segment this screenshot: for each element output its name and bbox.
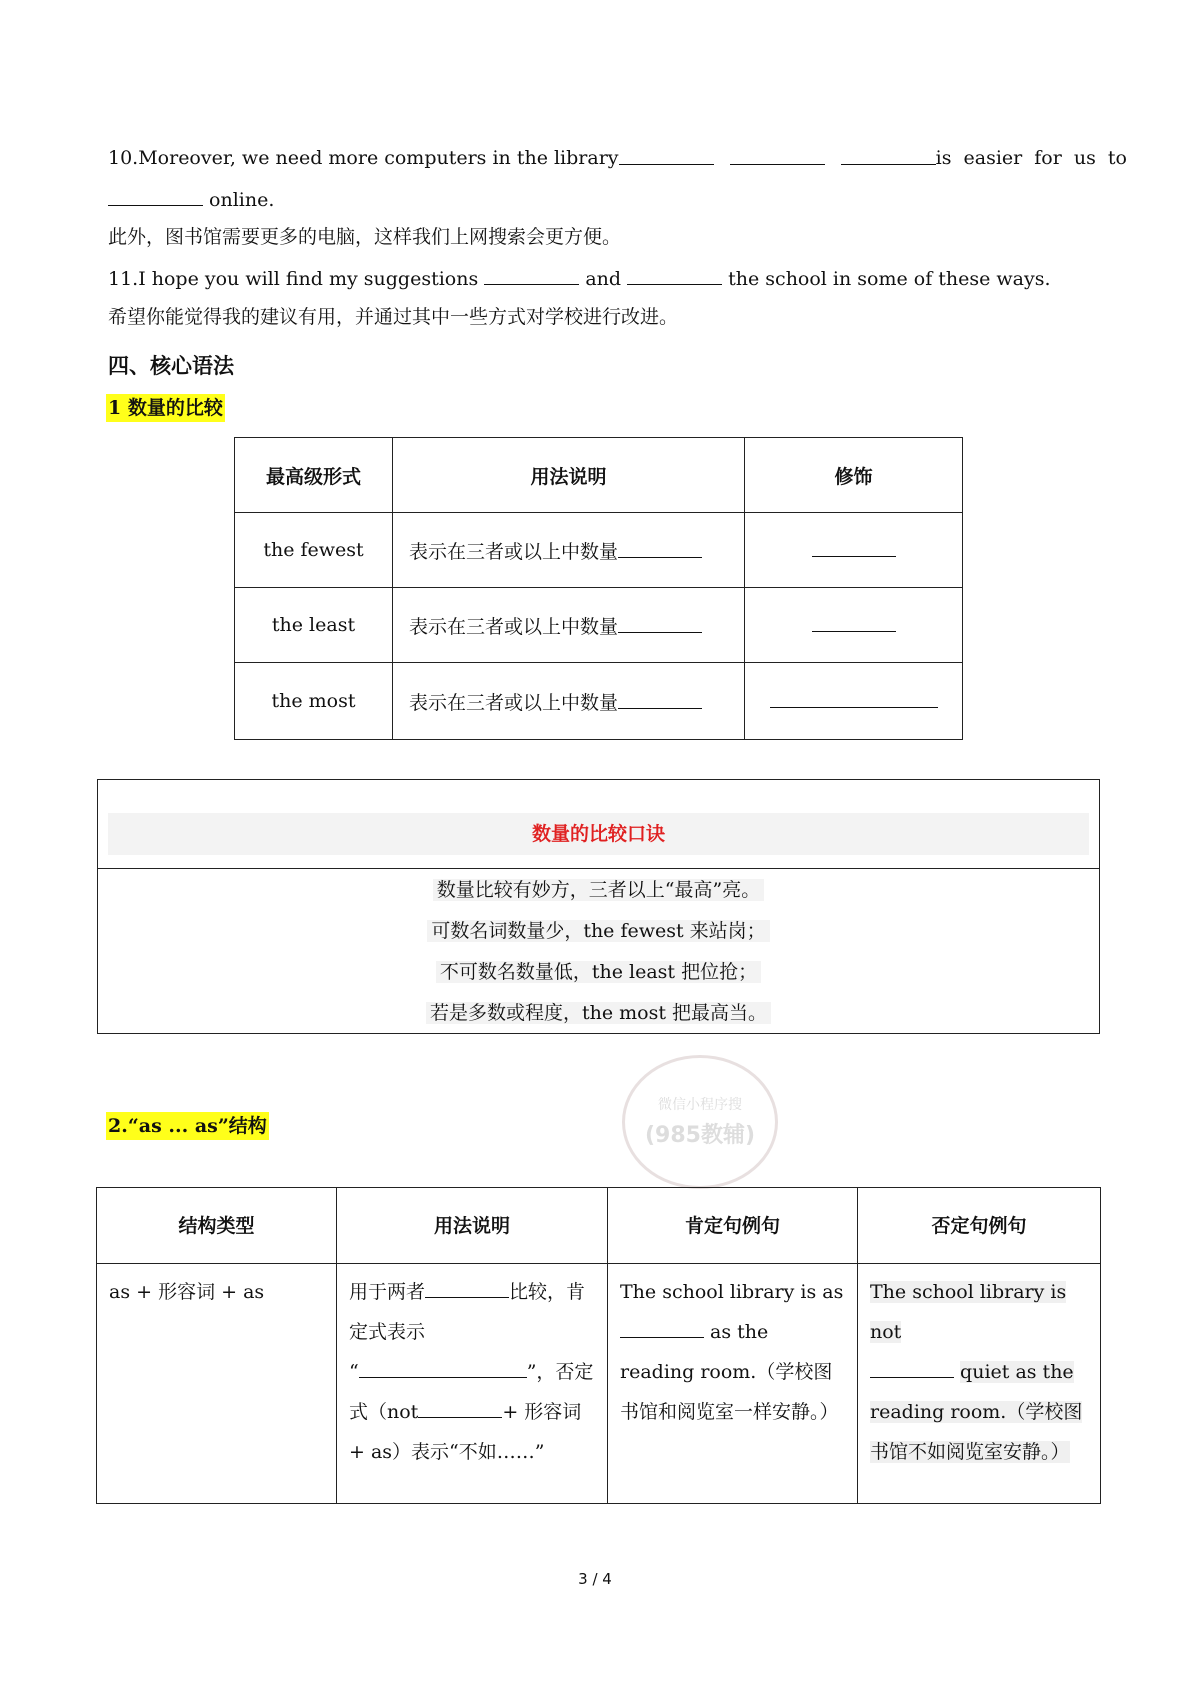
- rhyme-line: [98, 1000, 1099, 1026]
- q10-blank-2[interactable]: [730, 146, 825, 165]
- rhyme-line-text: 可数名词数量少，the fewest 来站岗；: [427, 920, 769, 942]
- q11-text-b: and: [585, 268, 622, 290]
- as-as-table: [96, 1187, 1101, 1504]
- usage-cell: [393, 663, 745, 740]
- header-usage: 用法说明: [393, 438, 745, 513]
- table-row: [235, 513, 963, 588]
- q10-line-2: [108, 187, 274, 212]
- q10-text-b: is easier for us to: [935, 147, 1127, 169]
- q10-text-a: 10.Moreover, we need more computers in the library: [108, 147, 619, 169]
- q11-text-a: 11.I hope you will find my suggestions: [108, 268, 479, 290]
- q11-text-c: the school in some of these ways.: [728, 268, 1051, 290]
- part2-title: 2.“as ... as”结构: [106, 1112, 269, 1140]
- q10-blank-3[interactable]: [841, 146, 936, 165]
- usage-blank[interactable]: [618, 690, 702, 709]
- q11-blank-2[interactable]: [627, 266, 722, 285]
- usage-text: 表示在三者或以上中数量: [409, 540, 619, 563]
- table-row: [235, 663, 963, 740]
- form-cell: the most: [235, 663, 393, 740]
- positive-cell: [608, 1264, 858, 1504]
- usage-text: “: [349, 1361, 359, 1383]
- q11-line: [108, 266, 1051, 291]
- usage-text: 比较，肯定式表示: [349, 1281, 586, 1343]
- header-negative: 否定句例句: [858, 1188, 1101, 1264]
- modifier-cell: [745, 663, 963, 740]
- page-number: 3 / 4: [578, 1570, 612, 1588]
- part1-title: 1 数量的比较: [106, 394, 225, 422]
- usage-cell: [393, 588, 745, 663]
- watermark-line2: (985教辅): [644, 1123, 756, 1148]
- usage-cell: [337, 1264, 608, 1504]
- usage-cell: [393, 513, 745, 588]
- q10-blanks: [619, 146, 936, 171]
- q11-translation: 希望你能觉得我的建议有用，并通过其中一些方式对学校进行改进。: [108, 306, 679, 328]
- table-header-row: [235, 438, 963, 513]
- usage-blank-3[interactable]: [418, 1399, 502, 1418]
- negative-text: The school library is not: [870, 1281, 1067, 1343]
- watermark-stamp: [622, 1055, 778, 1189]
- negative-cell: [858, 1264, 1101, 1504]
- table-row: [97, 1264, 1101, 1504]
- superlative-table: [234, 437, 963, 740]
- rhyme-line: [98, 877, 1099, 903]
- rhyme-divider: [98, 868, 1099, 869]
- rhyme-line-text: 若是多数或程度，the most 把最高当。: [426, 1002, 771, 1024]
- modifier-cell: [745, 513, 963, 588]
- usage-blank-1[interactable]: [425, 1279, 509, 1298]
- form-cell: the least: [235, 588, 393, 663]
- q10-text-c: online.: [209, 189, 275, 211]
- structure-cell: as + 形容词 + as: [97, 1264, 337, 1504]
- header-structure: 结构类型: [97, 1188, 337, 1264]
- q10-blank-4[interactable]: [108, 187, 203, 206]
- rhyme-line-text: 数量比较有妙方，三者以上“最高”亮。: [433, 879, 764, 901]
- header-form: 最高级形式: [235, 438, 393, 513]
- header-usage: 用法说明: [337, 1188, 608, 1264]
- usage-text: + 形容词 + as）表示“不如……”: [349, 1401, 582, 1463]
- negative-blank[interactable]: [870, 1359, 954, 1378]
- usage-text: ”，否定式（not: [349, 1361, 594, 1423]
- usage-blank[interactable]: [618, 614, 702, 633]
- q10-translation: 此外，图书馆需要更多的电脑，这样我们上网搜索会更方便。: [108, 226, 622, 248]
- q10-line-1: [108, 146, 1127, 171]
- header-positive: 肯定句例句: [608, 1188, 858, 1264]
- positive-text: The school library is as: [620, 1281, 844, 1303]
- q11-blank-1[interactable]: [484, 266, 579, 285]
- rhyme-box: [97, 779, 1100, 1034]
- modifier-blank[interactable]: [812, 613, 896, 632]
- negative-text: quiet as the reading room.（学校图书馆不如阅览室安静。）: [870, 1361, 1083, 1463]
- usage-text: 表示在三者或以上中数量: [409, 691, 619, 714]
- modifier-blank[interactable]: [812, 538, 896, 557]
- positive-text: as the reading room.（学校图书馆和阅览室一样安静。）: [620, 1321, 839, 1423]
- usage-text: 表示在三者或以上中数量: [409, 615, 619, 638]
- table-header-row: [97, 1188, 1101, 1264]
- section-title: 四、核心语法: [108, 354, 234, 378]
- positive-blank[interactable]: [620, 1319, 704, 1338]
- rhyme-line: [98, 918, 1099, 944]
- usage-blank[interactable]: [618, 539, 702, 558]
- q10-blank-1[interactable]: [619, 146, 714, 165]
- usage-blank-2[interactable]: [359, 1359, 527, 1378]
- rhyme-title: 数量的比较口诀: [108, 813, 1089, 855]
- table-row: [235, 588, 963, 663]
- rhyme-line-text: 不可数名数量低，the least 把位抢；: [436, 961, 761, 983]
- modifier-cell: [745, 588, 963, 663]
- modifier-blank[interactable]: [770, 689, 938, 708]
- rhyme-line: [98, 959, 1099, 985]
- form-cell: the fewest: [235, 513, 393, 588]
- header-modifier: 修饰: [745, 438, 963, 513]
- watermark-line1: 微信小程序搜: [658, 1097, 742, 1113]
- usage-text: 用于两者: [349, 1281, 426, 1303]
